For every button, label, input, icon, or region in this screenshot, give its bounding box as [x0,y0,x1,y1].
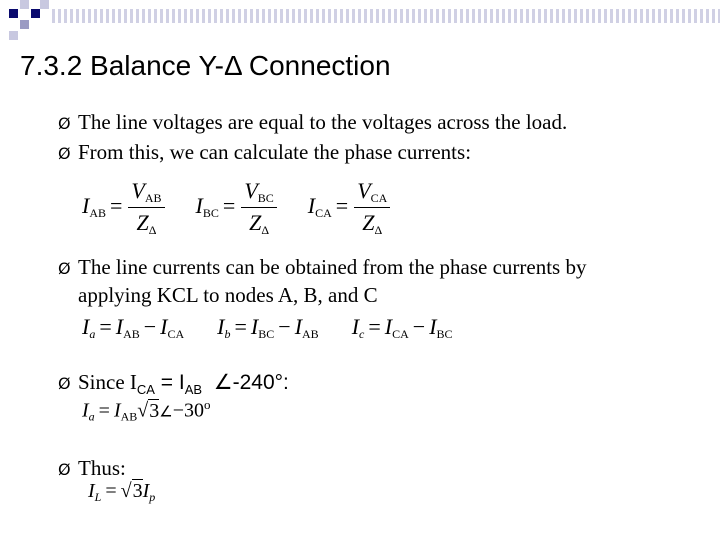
deco-square-dark-1 [9,9,18,18]
bullet-arrow-icon: Ø [58,259,71,278]
deco-square-light-3 [40,0,49,9]
equation-iab: $I_{AB}$ = $\frac{V_{AB}}{Z_\Delta}$ [82,193,172,218]
bullet-line-currents-continued: applying KCL to nodes A, B, and C [78,283,378,307]
equation-il-result: $I_L = √3I_p$ [88,480,156,504]
bullet-line-currents [58,253,586,283]
bullet-line-voltages [58,108,567,138]
deco-square-light-1 [20,0,29,9]
equation-ic: $I_c = I_{CA} - I_{BC}$ [351,314,453,341]
sqrt-icon: √ [120,480,132,502]
slide-title: 7.3.2 Balance Y-Δ Connection [20,50,391,81]
deco-square-mid-1 [20,20,29,29]
equation-ica: $I_{CA}$ = $\frac{V_{CA}}{Z_\Delta}$ [308,193,393,218]
deco-square-light-2 [9,31,18,40]
bullet-phase-currents [58,138,471,168]
deco-stripe-bar [52,9,720,23]
angle-icon: ∠ [159,402,173,421]
bullet-arrow-icon: Ø [58,144,71,163]
equation-ib: $I_b = I_{BC} - I_{AB}$ [217,314,319,341]
bullet-text: The line voltages are equal to the voltages across the load. [78,110,568,134]
deco-square-dark-2 [31,9,40,18]
bullet-text: The line currents can be obtained from the phase currents by [78,255,587,279]
bullet-text: Thus: [78,456,126,480]
equation-ia-result: $I_a$ = $I_{AB}√3\angle-30^o$ [82,397,211,424]
sqrt-icon: √ [137,399,149,422]
since-text: Since $I_{CA} = I_{AB}$ ∠-240°: [78,370,289,398]
bullet-text: From this, we can calculate the phase currents: [78,140,472,164]
phase-current-equations [82,178,392,238]
kcl-equations [82,314,453,342]
bullet-arrow-icon: Ø [58,114,71,133]
bullet-arrow-icon: Ø [58,374,71,393]
equation-ibc: $I_{BC}$ = $\frac{V_{BC}}{Z_\Delta}$ [196,193,285,218]
bullet-arrow-icon: Ø [58,460,71,479]
header-decoration [0,0,720,50]
angle-icon: ∠ [213,371,233,394]
equation-ia: $I_a = I_{AB} - I_{CA}$ [82,314,185,341]
